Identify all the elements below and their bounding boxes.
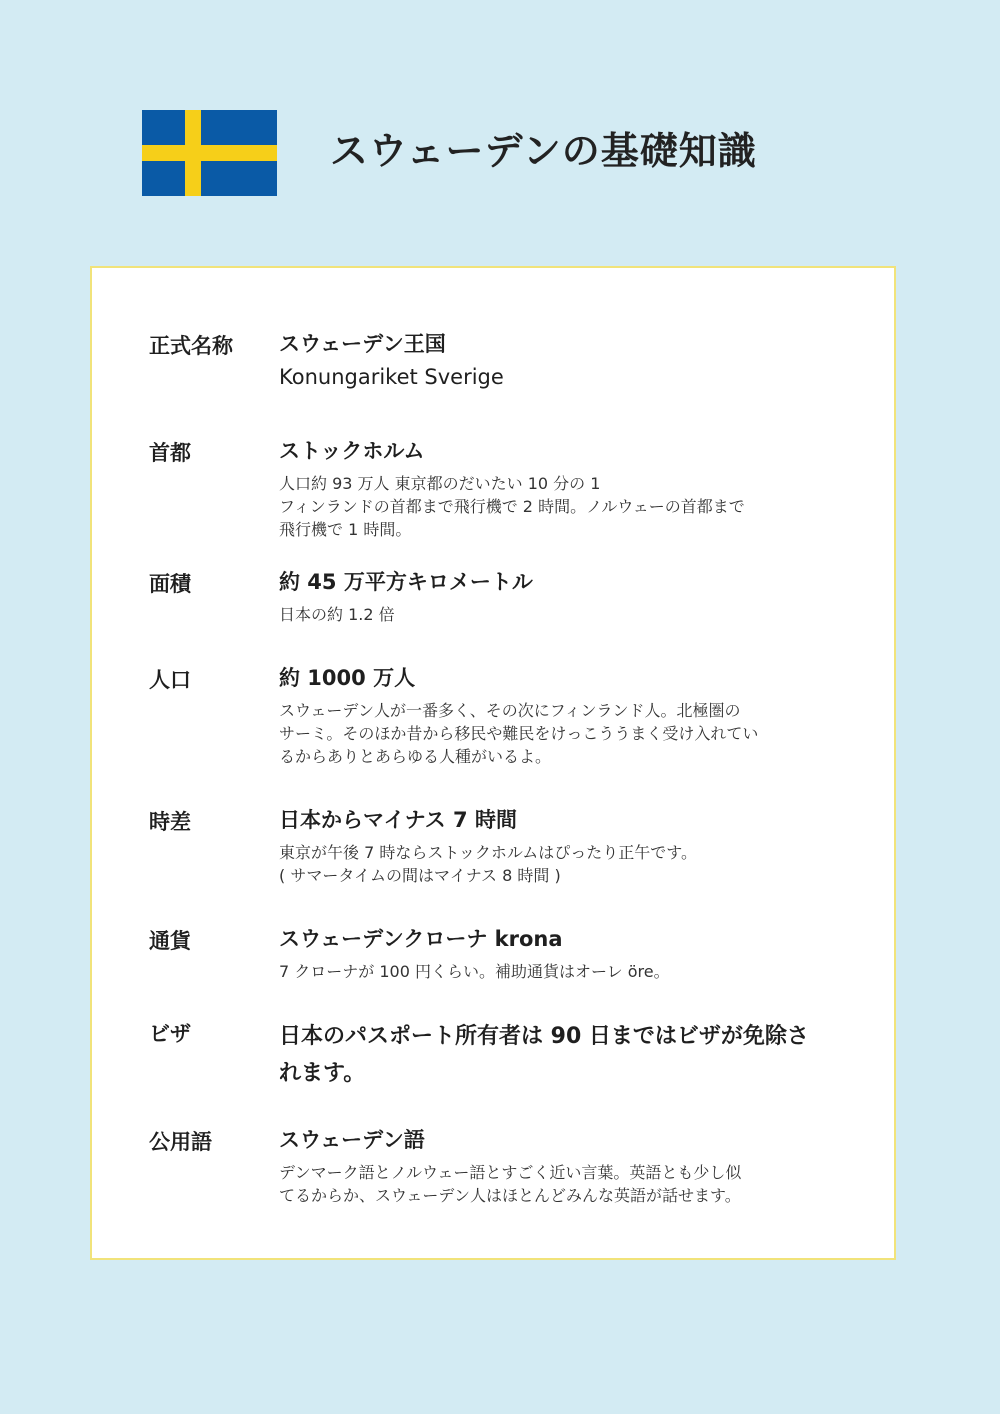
note-line: るからありとあらゆる人種がいるよ。	[279, 747, 552, 766]
fact-value	[279, 925, 844, 983]
language-note	[279, 1161, 844, 1207]
note-line: 日本の約 1.2 倍	[279, 605, 395, 624]
capital-note	[279, 472, 844, 541]
page-title: スウェーデンの基礎知識	[330, 129, 757, 173]
capital-name: ストックホルム	[279, 439, 425, 463]
area-note	[279, 603, 844, 626]
fact-value	[279, 806, 844, 887]
visa-value	[279, 1018, 844, 1092]
official-name-japanese: スウェーデン王国	[279, 332, 446, 356]
fact-label: 時差	[149, 810, 191, 834]
fact-value	[279, 568, 844, 626]
fact-value	[279, 664, 844, 768]
note-line: 東京が午後 7 時ならストックホルムはぴったり正午です。	[279, 843, 697, 862]
currency-value: スウェーデンクローナ krona	[279, 927, 563, 951]
note-line: てるからか、スウェーデン人はほとんどみんな英語が話せます。	[279, 1186, 741, 1205]
population-note	[279, 699, 844, 768]
time-difference-value: 日本からマイナス 7 時間	[279, 808, 517, 832]
facts-card	[90, 266, 896, 1260]
note-line: フィンランドの首都まで飛行機で 2 時間。ノルウェーの首都まで	[279, 497, 745, 516]
sweden-flag	[142, 110, 277, 196]
official-name-native: Konungariket Sverige	[279, 365, 504, 389]
fact-value	[279, 1126, 844, 1207]
note-line: 飛行機で 1 時間。	[279, 520, 412, 539]
fact-label: 面積	[149, 572, 191, 596]
note-line: サーミ。そのほか昔から移民や難民をけっこううまく受け入れてい	[279, 724, 759, 743]
fact-value	[279, 1018, 844, 1092]
fact-value	[279, 330, 844, 395]
fact-label: 首都	[149, 441, 191, 465]
flag-cross-horizontal	[142, 145, 277, 161]
note-line: デンマーク語とノルウェー語とすごく近い言葉。英語とも少し似	[279, 1163, 742, 1182]
area-value: 約 45 万平方キロメートル	[279, 570, 533, 594]
fact-label: 公用語	[149, 1130, 212, 1154]
fact-label: ビザ	[149, 1022, 191, 1046]
fact-value	[279, 437, 844, 541]
currency-note	[279, 960, 844, 983]
visa-line: 日本のパスポート所有者は 90 日まではビザが免除さ	[279, 1024, 809, 1049]
language-value: スウェーデン語	[279, 1128, 425, 1152]
note-line: 7 クローナが 100 円くらい。補助通貨はオーレ öre。	[279, 962, 670, 981]
population-value: 約 1000 万人	[279, 666, 416, 690]
note-line: ( サマータイムの間はマイナス 8 時間 )	[279, 866, 561, 885]
fact-label: 通貨	[149, 929, 191, 953]
note-line: 人口約 93 万人 東京都のだいたい 10 分の 1	[279, 474, 601, 493]
fact-label: 正式名称	[149, 334, 233, 358]
note-line: スウェーデン人が一番多く、その次にフィンランド人。北極圏の	[279, 701, 741, 720]
fact-label: 人口	[149, 668, 191, 692]
visa-line: れます。	[279, 1061, 366, 1086]
time-difference-note	[279, 841, 844, 887]
